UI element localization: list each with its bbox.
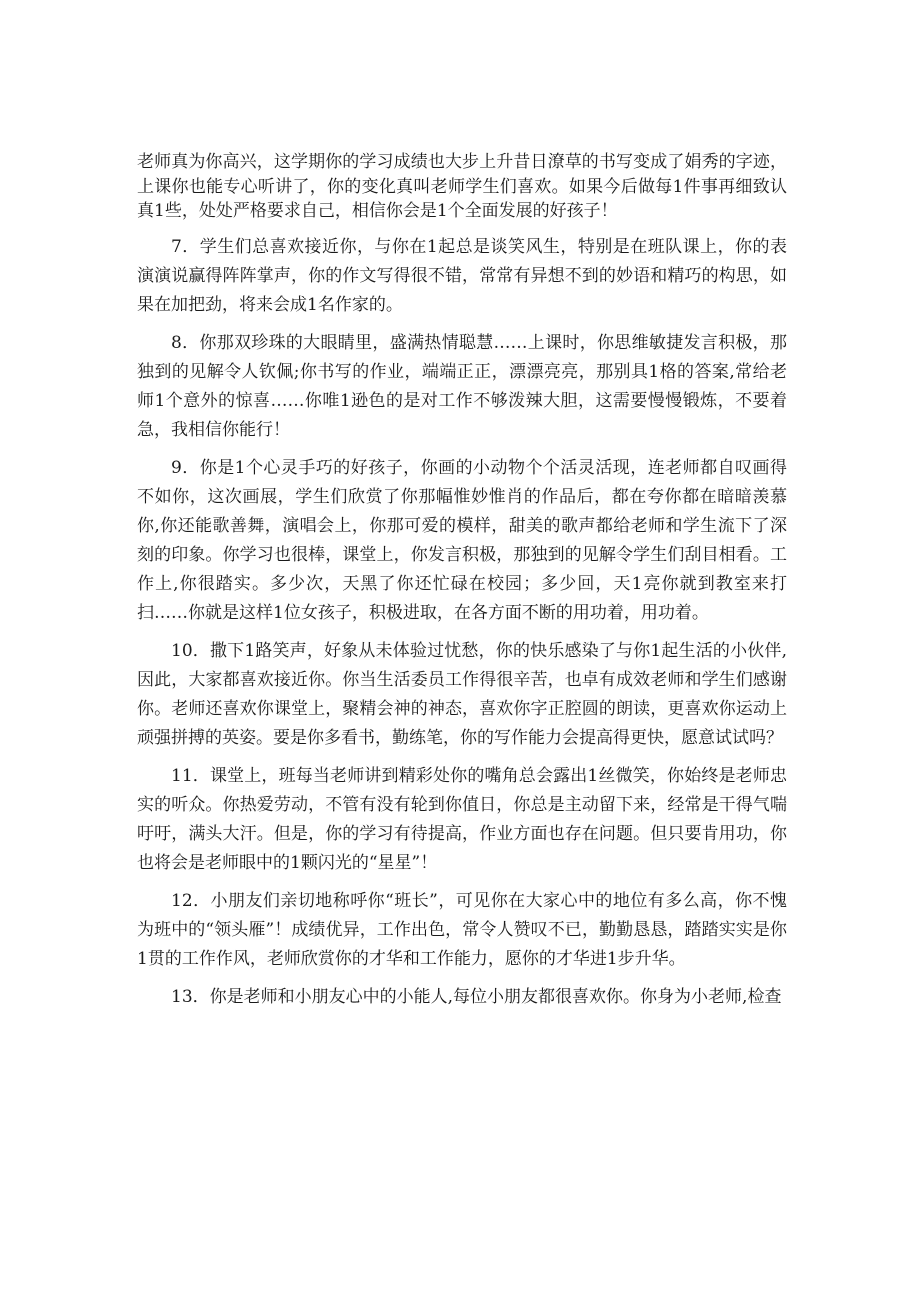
document-body [137, 150, 787, 1012]
paragraph-11: 11．课堂上，班每当老师讲到精彩处你的嘴角总会露出1丝微笑，你始终是老师忠实的听众。你热爱劳动，不管有没有轮到你值日，你总是主动留下来，经常是干得气喘吁吁，满头大汗。但是，你的学习有待提高，作业方面也存在问题。但只要肯用功，你也将会是老师眼中的1颗闪光的“星星”！ [137, 765, 787, 873]
paragraph-9: 9．你是1个心灵手巧的好孩子，你画的小动物个个活灵活现，连老师都自叹画得不如你，这次画展，学生们欣赏了你那幅惟妙惟肖的作品后，都在夸你都在暗暗羡慕你,你还能歌善舞，演唱会上，你那可爱的模样，甜美的歌声都给老师和学生流下了深刻的印象。你学习也很棒，课堂上，你发言积极，那独到的见解令学生们刮目相看。工作上,你很踏实。多少次，天黑了你还忙碌在校园；多少回，天1亮你就到教室来打扫……你就是这样1位女孩子，积极进取，在各方面不断的用功着，用功着。 [137, 457, 787, 623]
paragraph-8: 8．你那双珍珠的大眼睛里，盛满热情聪慧……上课时，你思维敏捷发言积极，那独到的见解令人钦佩;你书写的作业，端端正正，漂漂亮亮，那别具1格的答案,常给老师1个意外的惊喜……你唯1逊色的是对工作不够泼辣大胆，这需要慢慢锻炼，不要着急，我相信你能行！ [137, 332, 787, 440]
paragraph-6-continuation: 老师真为你高兴，这学期你的学习成绩也大步上升昔日潦草的书写变成了娟秀的字迹，上课你也能专心听讲了，你的变化真叫老师学生们喜欢。如果今后做每1件事再细致认真1些，处处严格要求自己，相信你会是1个全面发展的好孩子！ [137, 152, 787, 221]
paragraph-7: 7．学生们总喜欢接近你，与你在1起总是谈笑风生，特别是在班队课上，你的表演演说赢得阵阵掌声，你的作文写得很不错，常常有异想不到的妙语和精巧的构思，如果在加把劲，将来会成1名作家的。 [137, 236, 787, 315]
paragraph-13: 13．你是老师和小朋友心中的小能人,每位小朋友都很喜欢你。你身为小老师,检查 [171, 986, 782, 1007]
paragraph-10: 10．撒下1路笑声，好象从未体验过忧愁，你的快乐感染了与你1起生活的小伙伴,因此，大家都喜欢接近你。你当生活委员工作得很辛苦，也卓有成效老师和学生们感谢你。老师还喜欢你课堂上，聚精会神的神态，喜欢你字正腔圆的朗读，更喜欢你运动上顽强拼搏的英姿。要是你多看书，勤练笔，你的写作能力会提高得更快，愿意试试吗？ [137, 640, 787, 748]
paragraph-12: 12．小朋友们亲切地称呼你“班长”，可见你在大家心中的地位有多么高，你不愧为班中的“领头雁”！成绩优异，工作出色，常令人赞叹不已，勤勤恳恳，踏踏实实是你1贯的工作作风，老师欣赏你的才华和工作能力，愿你的才华进1步升华。 [137, 890, 787, 969]
